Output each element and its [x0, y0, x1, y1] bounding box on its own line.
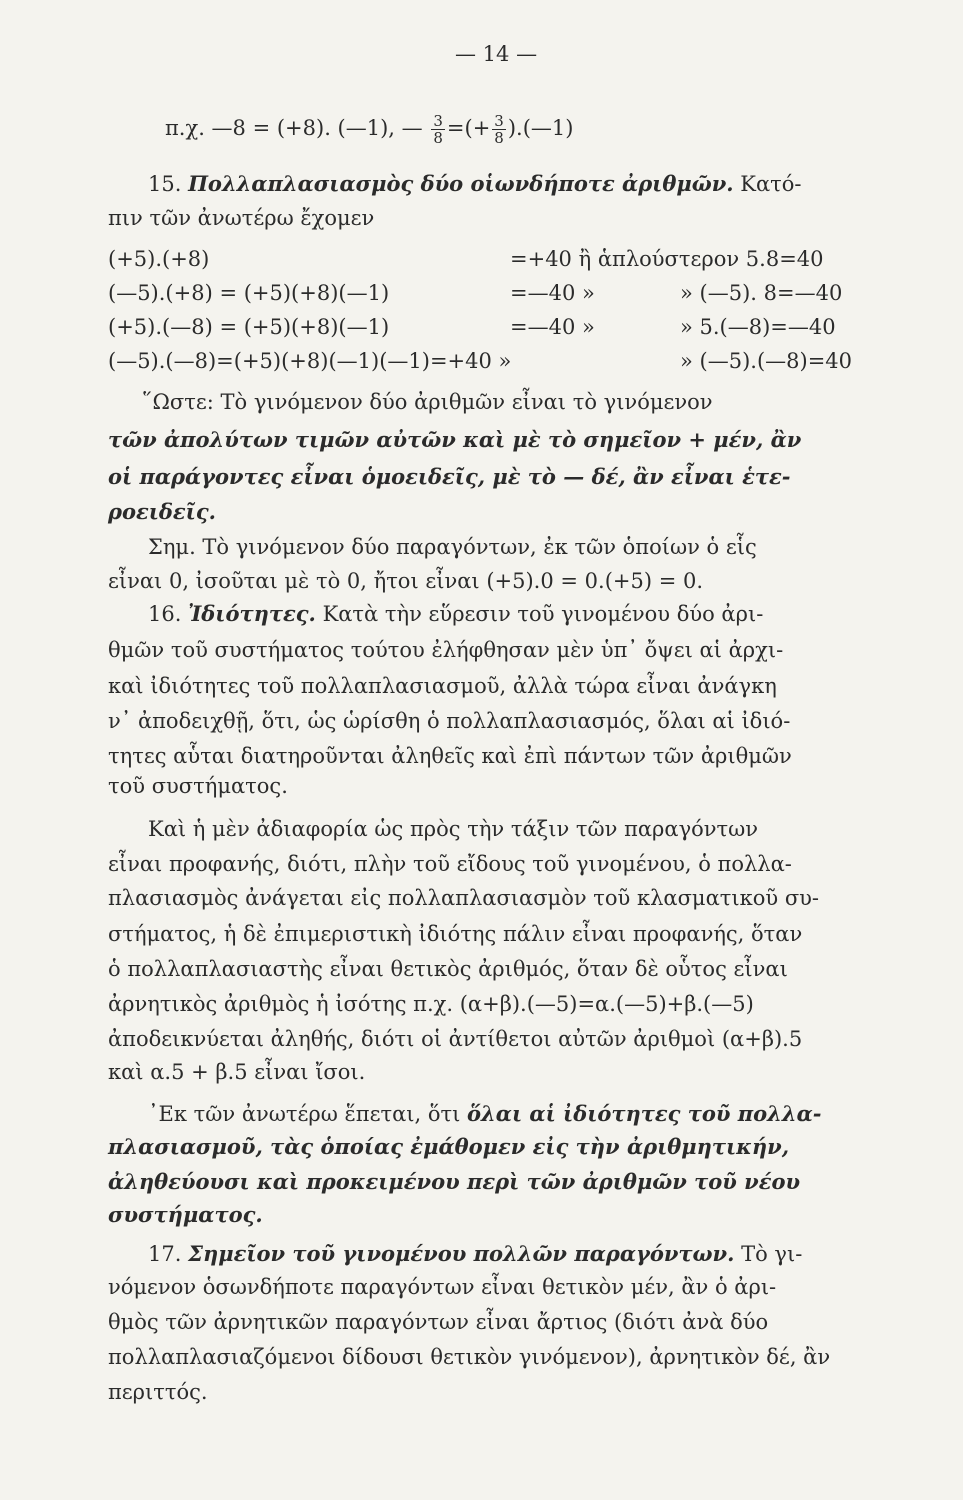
section-title: Ἰδιότητες.: [188, 601, 316, 626]
heading-rest: Κατὰ τὴν εὕρεσιν τοῦ γινομένου δύο ἀρι-: [322, 602, 764, 626]
equation-block: [0, 245, 963, 385]
text-line: θμὸς τῶν ἀρνητικῶν παραγόντων εἶναι ἄρτιος (διότι ἀνὰ δύο: [108, 1310, 769, 1334]
section-17-heading: [148, 1240, 802, 1268]
note-line: εἶναι 0, ἰσοῦται μὲ τὸ 0, ἤτοι εἶναι (+5).0 = 0.(+5) = 0.: [108, 569, 704, 593]
note-line: Σημ. Τὸ γινόμενον δύο παραγόντων, ἐκ τῶν ὁποίων ὁ εἷς: [148, 535, 757, 559]
rule-line: τῶν ἀπολύτων τιμῶν αὐτῶν καὶ μὲ τὸ σημεῖον + μέν, ἂν: [108, 427, 802, 452]
text-line: νόμενον ὁσωνδήποτε παραγόντων εἶναι θετικὸν μέν, ἂν ὁ ἀρι-: [108, 1275, 777, 1299]
text-line: ἀρνητικὸς ἀριθμὸς ἡ ἰσότης π.χ. (α+β).(—5)=α.(—5)+β.(—5): [108, 992, 754, 1016]
text-line: καὶ α.5 + β.5 εἶναι ἴσοι.: [108, 1060, 366, 1084]
conclusion-start: ᾿Εκ τῶν ἀνωτέρω ἕπεται, ὅτι: [148, 1102, 461, 1126]
equation-right: » (—5). 8=—40: [680, 281, 843, 305]
section-number: 17.: [148, 1242, 182, 1266]
conclusion-line: ἀληθεύουσι καὶ προκειμένου περὶ τῶν ἀριθμῶν τοῦ νέου: [108, 1169, 801, 1194]
text-line: Καὶ ἡ μὲν ἀδιαφορία ὡς πρὸς τὴν τάξιν τῶν παραγόντων: [148, 817, 759, 841]
text-line: ν᾿ ἀποδειχθῇ, ὅτι, ὡς ὡρίσθη ὁ πολλαπλασιασμός, ὅλαι αἱ ἰδιό-: [108, 709, 791, 733]
equation-left: (—5).(—8)=(+5)(+8)(—1)(—1)=+40 »: [108, 349, 512, 373]
heading-rest: Τὸ γι-: [741, 1242, 803, 1266]
example-suffix: ).(—1): [507, 116, 574, 140]
equation-left: (—5).(+8) = (+5)(+8)(—1): [108, 281, 390, 305]
text-line: περιττός.: [108, 1380, 208, 1404]
equation-mid: =+40 ἢ ἁπλούστερον 5.8=40: [510, 247, 824, 271]
text-line: καὶ ἰδιότητες τοῦ πολλαπλασιασμοῦ, ἀλλὰ τώρα εἶναι ἀνάγκη: [108, 674, 777, 698]
conclusion-line: συστήματος.: [108, 1202, 263, 1227]
text-line: τητες αὗται διατηροῦνται ἀληθεῖς καὶ ἐπὶ πάντων τῶν ἀριθμῶν: [108, 744, 792, 768]
text-line: ἀποδεικνύεται ἀληθής, διότι οἱ ἀντίθετοι αὐτῶν ἀριθμοὶ (α+β).5: [108, 1027, 803, 1051]
fraction-numerator: 3: [494, 112, 504, 130]
equation-mid: =—40 »: [510, 281, 595, 305]
equation-right: » 5.(—8)=—40: [680, 315, 836, 339]
intro-rest: Κατό-: [740, 172, 802, 196]
conclusion-bold: ὅλαι αἱ ἰδιότητες τοῦ πολλα-: [467, 1101, 822, 1126]
intro-line: πιν τῶν ἀνωτέρω ἔχομεν: [108, 206, 375, 230]
section-title: Πολλαπλασιασμὸς δύο οἱωνδήποτε ἀριθμῶν.: [188, 171, 734, 196]
conclusion-line: πλασιασμοῦ, τὰς ὁποίας ἐμάθομεν εἰς τὴν ἀριθμητικήν,: [108, 1134, 790, 1159]
fraction-denominator: 8: [494, 129, 504, 147]
example-prefix: π.χ. —8 = (+8). (—1),: [165, 116, 395, 140]
fraction: [431, 113, 445, 146]
fraction: [492, 113, 506, 146]
rule-line: οἱ παράγοντες εἶναι ὁμοειδεῖς, μὲ τὸ — δέ, ἂν εἶναι ἑτε-: [108, 464, 791, 489]
equation-left: (+5).(+8): [108, 247, 210, 271]
section-title: Σημεῖον τοῦ γινομένου πολλῶν παραγόντων.: [188, 1241, 735, 1266]
text-line: πλασιασμὸς ἀνάγεται εἰς πολλαπλασιασμὸν τοῦ κλασματικοῦ συ-: [108, 886, 820, 910]
example-line: [165, 108, 573, 148]
conclusion-line: [148, 1100, 822, 1128]
section-number: 15.: [148, 172, 182, 196]
section-number: 16.: [148, 602, 182, 626]
rule-line: ροειδεῖς.: [108, 499, 216, 524]
text-line: τοῦ συστήματος.: [108, 774, 288, 798]
section-16-heading: [148, 600, 763, 628]
fraction-numerator: 3: [433, 112, 443, 130]
fraction-denominator: 8: [433, 129, 443, 147]
text-line: στήματος, ἡ δὲ ἐπιμεριστικὴ ἰδιότης πάλιν εἶναι προφανής, ὅταν: [108, 922, 803, 946]
example-mid: =(+: [446, 116, 491, 140]
page-number: — 14 —: [455, 42, 538, 66]
text-line: εἶναι προφανής, διότι, πλὴν τοῦ εἴδους τοῦ γινομένου, ὁ πολλα-: [108, 852, 792, 876]
equation-left: (+5).(—8) = (+5)(+8)(—1): [108, 315, 390, 339]
section-15-heading: [148, 170, 802, 198]
rule-text: ῞Ωστε: Τὸ γινόμενον δύο ἀριθμῶν εἶναι τὸ γινόμενον: [142, 390, 713, 414]
text-line: θμῶν τοῦ συστήματος τούτου ἐλήφθησαν μὲν ὑπ᾿ ὄψει αἱ ἀρχι-: [108, 638, 784, 662]
rule-line: [142, 388, 713, 416]
equation-mid: =—40 »: [510, 315, 595, 339]
text-line: πολλαπλασιαζόμενοι δίδουσι θετικὸν γινόμενον), ἀρνητικὸν δέ, ἂν: [108, 1345, 831, 1369]
text-line: ὁ πολλαπλασιαστὴς εἶναι θετικὸς ἀριθμός, ὅταν δὲ οὗτος εἶναι: [108, 957, 788, 981]
equation-right: » (—5).(—8)=40: [680, 349, 853, 373]
example-minus: —: [401, 116, 423, 140]
